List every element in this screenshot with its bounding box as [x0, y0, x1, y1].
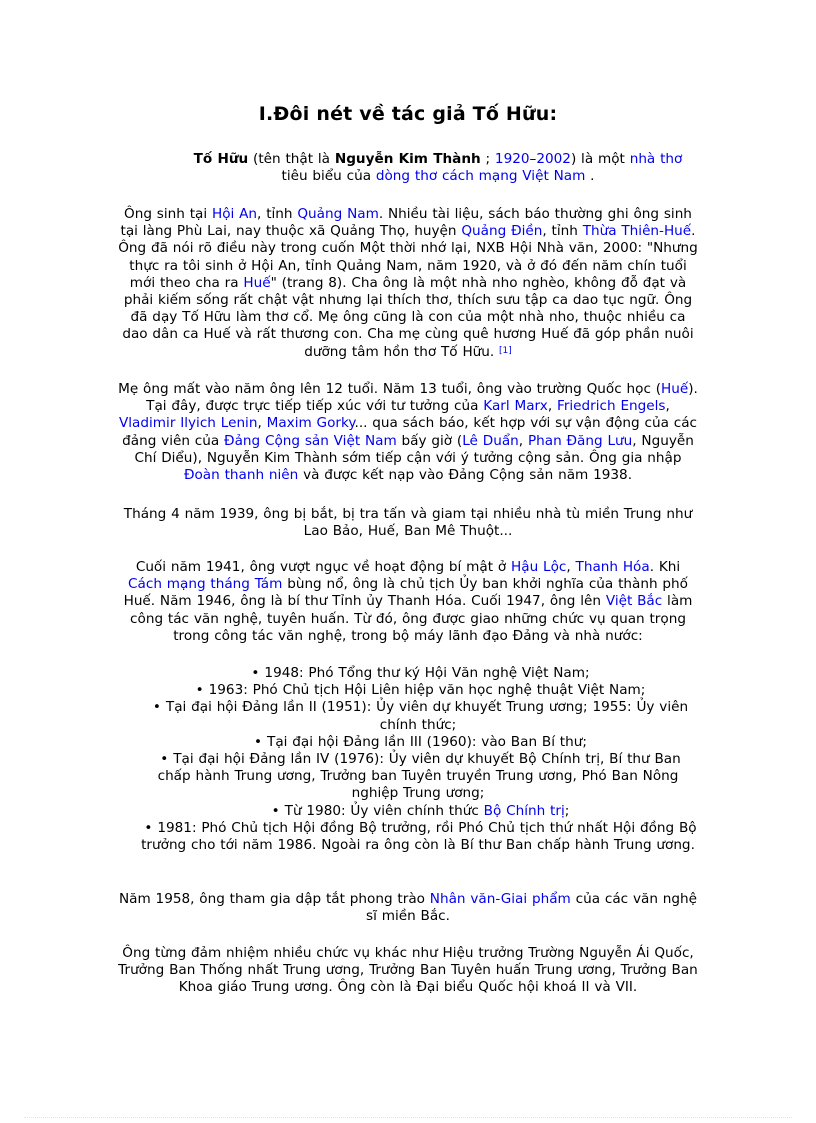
bullet-icon: •: [251, 665, 260, 681]
link-phan-dang-luu[interactable]: Phan Đăng Lưu: [527, 432, 633, 449]
list-item: • 1981: Phó Chủ tịch Hội đồng Bộ trưởng, rồi Phó Chủ tịch thứ nhất Hội đồng Bộ trưởng cho tới năm 1986. Ngoài ra ông còn là Bí thư Ban chấp hành Trung ương.: [141, 819, 697, 854]
bullet-icon: •: [254, 733, 263, 750]
paragraph-nhan-van: Năm 1958, ông tham gia dập tắt phong trào Nhân văn-Giai phẩm của các văn nghệ sĩ miền Bắc.: [118, 891, 697, 925]
link-karl-marx[interactable]: Karl Marx: [483, 398, 548, 415]
bullet-icon: •: [152, 699, 161, 716]
list-item: • Tại đại hội Đảng lần III (1960): vào Ban Bí thư;: [138, 734, 698, 751]
link-hue[interactable]: Huế: [243, 274, 271, 291]
link-friedrich-engels[interactable]: Friedrich Engels: [556, 398, 666, 415]
link-politburo[interactable]: Bộ Chính trị: [483, 802, 565, 819]
link-birth-year[interactable]: 1920: [494, 151, 530, 167]
link-revolutionary-poetry[interactable]: dòng thơ cách mạng Việt Nam: [375, 168, 586, 185]
link-quang-dien[interactable]: Quảng Điền: [461, 223, 543, 240]
link-lenin[interactable]: Vladimir Ilyich Lenin: [118, 415, 258, 432]
bullet-icon: •: [271, 802, 280, 819]
list-item: • Tại đại hội Đảng lần IV (1976): Ủy viên dự khuyết Bộ Chính trị, Bí thư Ban chấp hành Trung ương, Trưởng ban Tuyên truyền Trung ương, Phó Ban Nông nghiệp Trung ương;: [138, 751, 698, 803]
bullet-icon: •: [144, 819, 153, 836]
link-quang-nam[interactable]: Quảng Nam: [297, 206, 379, 222]
paragraph-education: Mẹ ông mất vào năm ông lên 12 tuổi. Năm 13 tuổi, ông vào trường Quốc học (Huế). Tại đây, được trực tiếp tiếp xúc với tư tưởng của Karl Marx, Friedrich Engels, Vladimir Ilyich Lenin, Maxim Gorky... qua sách báo, kết hợp với sự vận động của các đảng viên của Đảng Cộng sản Việt Nam bấy giờ (Lê Duẩn, Phan Đăng Lưu, Nguyễn Chí Diểu), Nguyễn Kim Thành sớm tiếp cận với ý tưởng cộng sản. Ông gia nhập Đoàn thanh niên và được kết nạp vào Đảng Cộng sản năm 1938.: [118, 381, 698, 484]
list-item: • 1948: Phó Tổng thư ký Hội Văn nghệ Việt Nam;: [138, 665, 698, 682]
page-bottom-divider: [24, 1117, 792, 1118]
real-name: Nguyễn Kim Thành: [334, 151, 481, 167]
link-communist-party[interactable]: Đảng Cộng sản Việt Nam: [224, 432, 397, 449]
link-le-duan[interactable]: Lê Duẩn: [462, 432, 519, 449]
paragraph-birth: Ông sinh tại Hội An, tỉnh Quảng Nam. Nhiều tài liệu, sách báo thường ghi ông sinh tại làng Phù Lai, nay thuộc xã Quảng Thọ, huyện Quảng Điền, tỉnh Thừa Thiên-Huế. Ông đã nói rõ điều này trong cuốn Một thời nhớ lại, NXB Hội Nhà văn, 2000: "Nhưng thực ra tôi sinh ở Hội An, tỉnh Quảng Nam, năm 1920, và ở đó đến năm chín tuổi mới theo cha ra Huế" (trang 8). Cha ông là một nhà nho nghèo, không đỗ đạt và phải kiếm sống rất chật vật nhưng lại thích thơ, thích sưu tập ca dao tục ngữ. Ông đã dạy Tố Hữu làm thơ cổ. Mẹ ông cũng là con của một nhà nho, thuộc nhiều ca dao dân ca Huế và rất thương con. Cha mẹ cùng quê hương Huế đã góp phần nuôi dưỡng tâm hồn thơ Tố Hữu. [1]: [118, 206, 698, 360]
intro-paragraph: Tố Hữu (tên thật là Nguyễn Kim Thành ; 1920–2002) là một nhà thơ tiêu biểu của dòng thơ cách mạng Việt Nam .: [193, 151, 683, 185]
paragraph-career: Cuối năm 1941, ông vượt ngục về hoạt động bí mật ở Hậu Lộc, Thanh Hóa. Khi Cách mạng tháng Tám bùng nổ, ông là chủ tịch Ủy ban khởi nghĩa của thành phố Huế. Năm 1946, ông là bí thư Tỉnh ủy Thanh Hóa. Cuối 1947, ông lên Việt Bắc làm công tác văn nghệ, tuyên huấn. Từ đó, ông được giao những chức vụ quan trọng trong công tác văn nghệ, trong bộ máy lãnh đạo Đảng và nhà nước:: [123, 559, 693, 644]
link-viet-bac[interactable]: Việt Bắc: [605, 593, 663, 610]
paragraph-other-positions: Ông từng đảm nhiệm nhiều chức vụ khác như Hiệu trưởng Trường Nguyễn Ái Quốc, Trưởng Ban Thống nhất Trung ương, Trưởng Ban Tuyên huấn Trung ương, Trưởng Ban Khoa giáo Trung ương. Ông còn là Đại biểu Quốc hội khoá II và VII.: [118, 945, 698, 996]
link-death-year[interactable]: 2002: [536, 151, 571, 167]
list-item: • Từ 1980: Ủy viên chính thức Bộ Chính trị;: [138, 803, 698, 820]
link-hue-2[interactable]: Huế: [661, 381, 689, 397]
link-hoi-an[interactable]: Hội An: [211, 206, 258, 222]
link-nhan-van-giai-pham[interactable]: Nhân văn-Giai phẩm: [429, 891, 571, 907]
list-item: • 1963: Phó Chủ tịch Hội Liên hiệp văn học nghệ thuật Việt Nam;: [138, 682, 698, 699]
link-august-revolution[interactable]: Cách mạng tháng Tám: [128, 576, 283, 593]
link-youth-union[interactable]: Đoàn thanh niên: [183, 467, 299, 484]
link-thanh-hoa[interactable]: Thanh Hóa: [575, 559, 650, 575]
reference-link[interactable]: [1]: [499, 345, 512, 356]
paragraph-arrest: Tháng 4 năm 1939, ông bị bắt, bị tra tấn và giam tại nhiều nhà tù miền Trung như Lao Bảo, Huế, Ban Mê Thuột...: [123, 506, 693, 540]
link-hau-loc[interactable]: Hậu Lộc: [511, 559, 567, 575]
link-poet[interactable]: nhà thơ: [629, 151, 683, 167]
link-thua-thien-hue[interactable]: Thừa Thiên-Huế: [582, 223, 692, 240]
bullet-icon: •: [195, 682, 204, 699]
author-name: Tố Hữu: [193, 151, 249, 167]
page-title: I.Đôi nét về tác giả Tố Hữu:: [258, 103, 558, 125]
bullet-icon: •: [160, 751, 169, 768]
list-item: • Tại đại hội Đảng lần II (1951): Ủy viên dự khuyết Trung ương; 1955: Ủy viên chính thức;: [138, 699, 698, 733]
link-maxim-gorky[interactable]: Maxim Gorky: [266, 415, 355, 432]
positions-list: [138, 665, 698, 854]
